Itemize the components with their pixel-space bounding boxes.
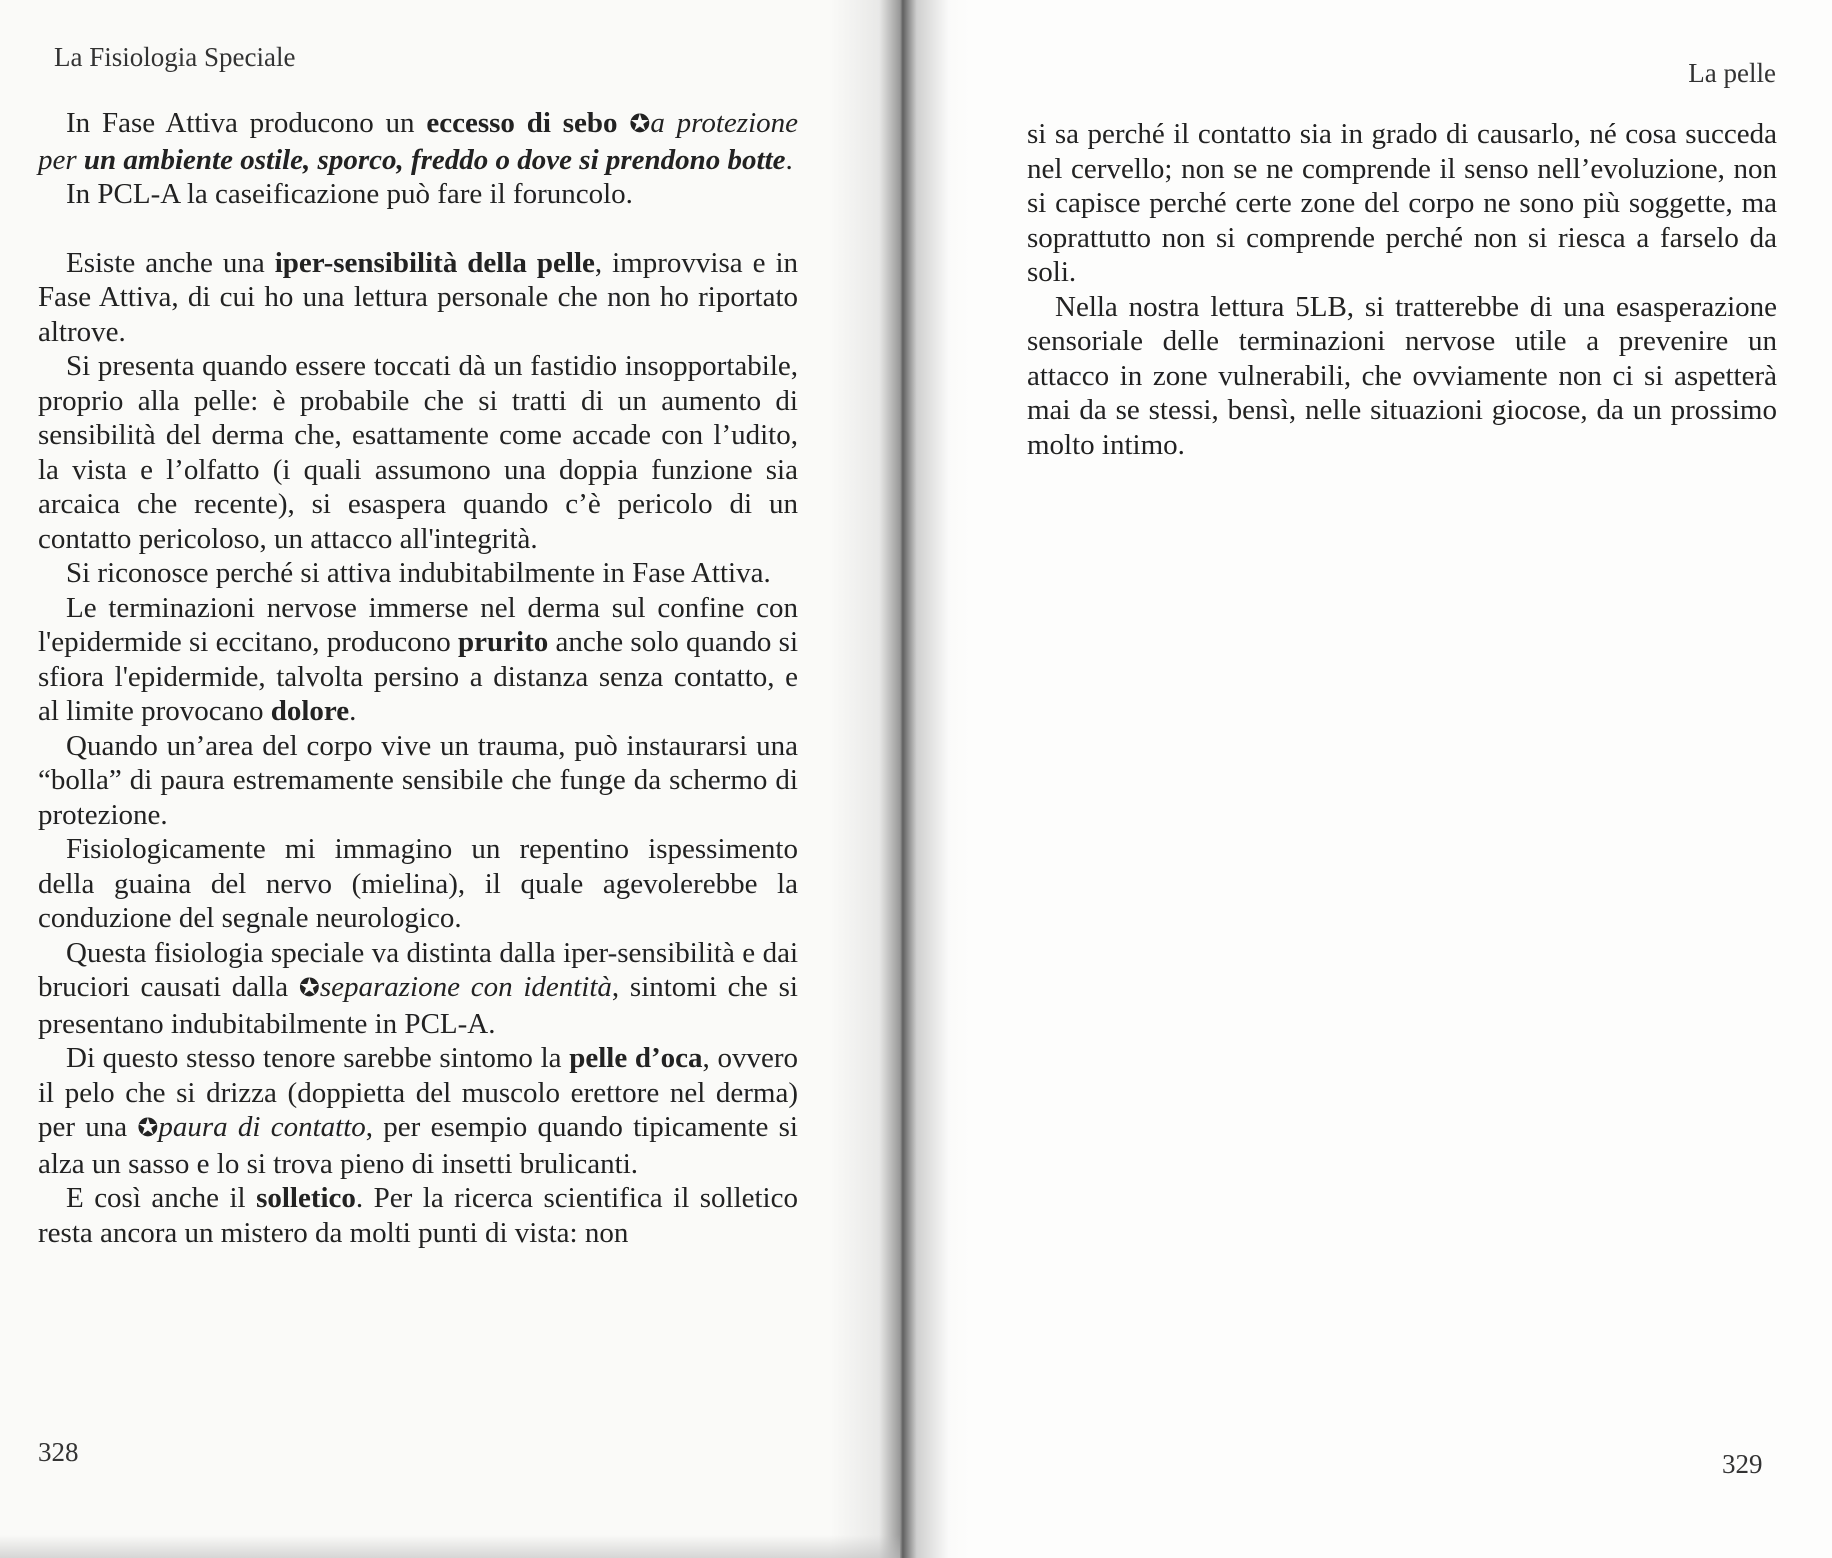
star-icon: ✪ — [137, 1115, 159, 1142]
paragraph: Nella nostra lettura 5LB, si tratterebbe di una esasperazione sensoriale delle terminazioni nervose utile a prevenire un attacco in zone vulnerabili, che ovviamente non ci si aspetterà mai da se stessi, bensì, nelle situazioni giocose, da un prossimo molto intimo. — [1027, 290, 1777, 461]
paragraph: In Fase Attiva producono un eccesso di sebo ✪a protezione per un ambiente ostile, sporco, freddo o dove si prendono botte. — [38, 107, 799, 176]
paragraph: Si riconosce perché si attiva indubitabilmente in Fase Attiva. — [66, 557, 771, 589]
paragraph: Questa fisiologia speciale va distinta dalla iper-sensibilità e dai bruciori causati dalla ✪separazione con identità, sintomi che si presentano indubitabilmente in PCL-A. — [38, 936, 798, 1040]
page-number-right: 329 — [1722, 1449, 1763, 1479]
paragraph: Si presenta quando essere toccati dà un fastidio insopportabile, proprio alla pelle: è probabile che si tratti di un aumento di sensibilità del derma che, esattamente come accade con l’udito, la vista e l’olfatto (i quali assumono una doppia funzione sia arcaica che recente), si esaspera quando c’è pericolo di un contatto pericoloso, un attacco all'integrità. — [38, 350, 798, 555]
paragraph: Esiste anche una iper-sensibilità della pelle, improvvisa e in Fase Attiva, di cui ho una lettura personale che non ho riportato altrove. — [38, 246, 799, 348]
paragraph: E così anche il solletico. Per la ricerca scientifica il solletico resta ancora un mistero da molti punti di vista: non — [38, 1182, 798, 1249]
paragraph: Quando un’area del corpo vive un trauma, può instaurarsi una “bolla” di paura estremamente sensibile che funge da schermo di protezione. — [38, 729, 798, 831]
paragraph: Di questo stesso tenore sarebbe sintomo la pelle d’oca, ovvero il pelo che si drizza (doppietta del muscolo erettore nel derma) per una ✪paura di contatto, per esempio quando tipicamente si alza un sasso e lo si trova pieno di insetti brulicanti. — [38, 1042, 798, 1180]
page-bottom-shadow — [0, 1535, 900, 1558]
star-icon: ✪ — [298, 975, 320, 1002]
paragraph: Le terminazioni nervose immerse nel derma sul confine con l'epidermide si eccitano, producono prurito anche solo quando si sfiora l'epidermide, talvolta persino a distanza senza contatto, e al limite provocano dolore. — [38, 591, 798, 727]
right-page-text — [1027, 117, 1777, 462]
book-gutter — [830, 0, 970, 1558]
paragraph: si sa perché il contatto sia in grado di causarlo, né cosa succeda nel cervello; non se ne comprende il senso nell’evoluzione, non si capisce perché certe zone del corpo ne sono più soggette, ma soprattutto non si comprende perché non si riesca a farselo da soli. — [1027, 118, 1777, 288]
paragraph: In PCL-A la caseificazione può fare il foruncolo. — [66, 178, 633, 210]
paragraph: Fisiologicamente mi immagino un repentino ispessimento della guaina del nervo (mielina), il quale agevolerebbe la conduzione del segnale neurologico. — [38, 833, 798, 934]
running-header-right: La pelle — [1688, 58, 1776, 88]
left-page-text — [38, 106, 798, 1250]
running-header-left: La Fisiologia Speciale — [54, 42, 296, 72]
page-number-left: 328 — [38, 1437, 79, 1467]
star-icon: ✪ — [629, 111, 651, 138]
